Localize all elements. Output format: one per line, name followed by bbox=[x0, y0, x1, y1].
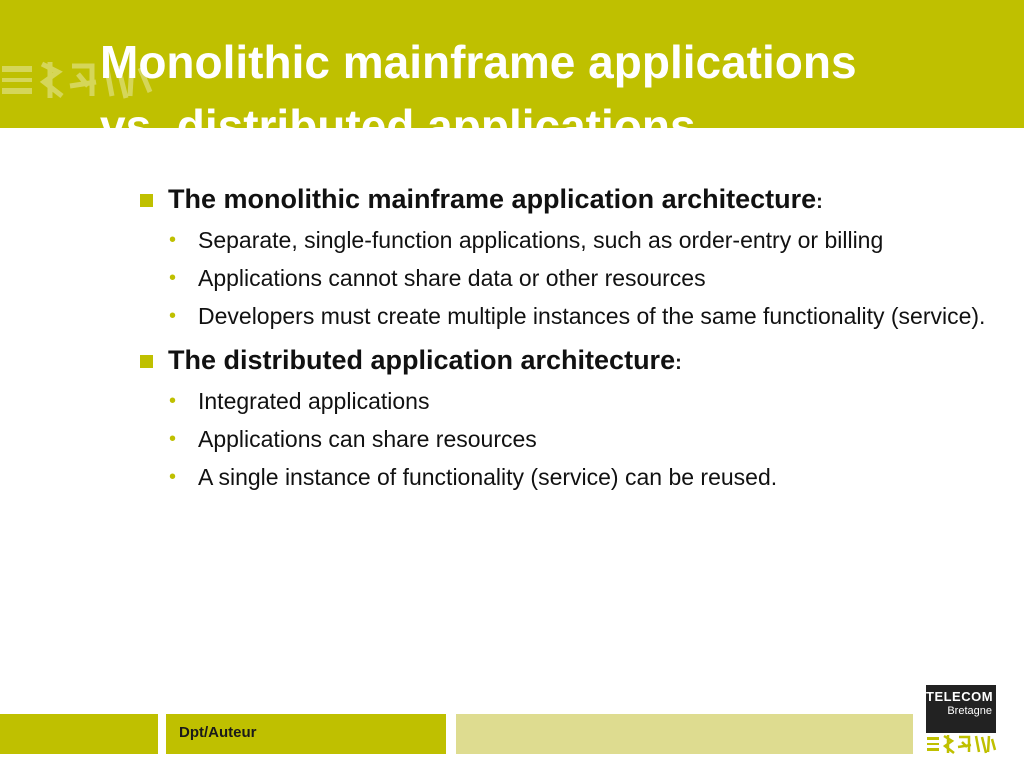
list-item-text: Applications can share resources bbox=[198, 426, 537, 452]
dot-bullet-icon: • bbox=[169, 390, 177, 412]
dot-bullet-icon: • bbox=[169, 428, 177, 450]
title-line-1: Monolithic mainframe applications bbox=[100, 36, 857, 88]
list-item bbox=[140, 301, 1000, 332]
dot-bullet-icon: • bbox=[169, 229, 177, 251]
footer-bar-right bbox=[456, 714, 913, 754]
list-item-text: Separate, single-function applications, such as order-entry or billing bbox=[198, 227, 884, 253]
list-item-text: A single instance of functionality (service) can be reused. bbox=[198, 464, 778, 490]
title-line-2-main: vs. distributed applications bbox=[100, 100, 696, 152]
title-line-2 bbox=[100, 94, 1000, 170]
section-heading-colon: : bbox=[816, 191, 823, 213]
slide-body bbox=[140, 182, 1000, 500]
section-heading-monolithic bbox=[140, 182, 1000, 219]
list-item-text: Applications cannot share data or other resources bbox=[198, 265, 706, 291]
logo-line-1: TELECOM bbox=[926, 689, 994, 704]
section-heading-text: The monolithic mainframe application architecture bbox=[168, 184, 817, 214]
square-bullet-icon bbox=[140, 355, 153, 368]
list-item bbox=[140, 462, 1000, 493]
list-item bbox=[140, 263, 1000, 294]
logo-box bbox=[926, 685, 996, 733]
list-item bbox=[140, 225, 1000, 256]
list-item bbox=[140, 424, 1000, 455]
list-item bbox=[140, 386, 1000, 417]
list-item-text: Developers must create multiple instances of the same functionality (service). bbox=[198, 303, 986, 329]
section-heading-distributed bbox=[140, 343, 1000, 380]
section-heading-colon: : bbox=[675, 352, 682, 374]
logo-line-2: Bretagne bbox=[947, 705, 992, 717]
slide-title bbox=[100, 30, 1000, 170]
footer-bar-left bbox=[0, 714, 158, 754]
header-band bbox=[0, 0, 1024, 152]
square-bullet-icon bbox=[140, 194, 153, 207]
dot-bullet-icon: • bbox=[169, 466, 177, 488]
telecom-bretagne-logo bbox=[926, 685, 996, 755]
list-item-text: Integrated applications bbox=[198, 388, 430, 414]
footer-author-label: Dpt/Auteur bbox=[179, 724, 257, 741]
section-heading-text: The distributed application architecture bbox=[168, 345, 676, 375]
calligraphy-logo-icon bbox=[926, 733, 996, 755]
title-line-2-small: based on bbox=[695, 129, 771, 146]
dot-bullet-icon: • bbox=[169, 267, 177, 289]
dot-bullet-icon: • bbox=[169, 305, 177, 327]
